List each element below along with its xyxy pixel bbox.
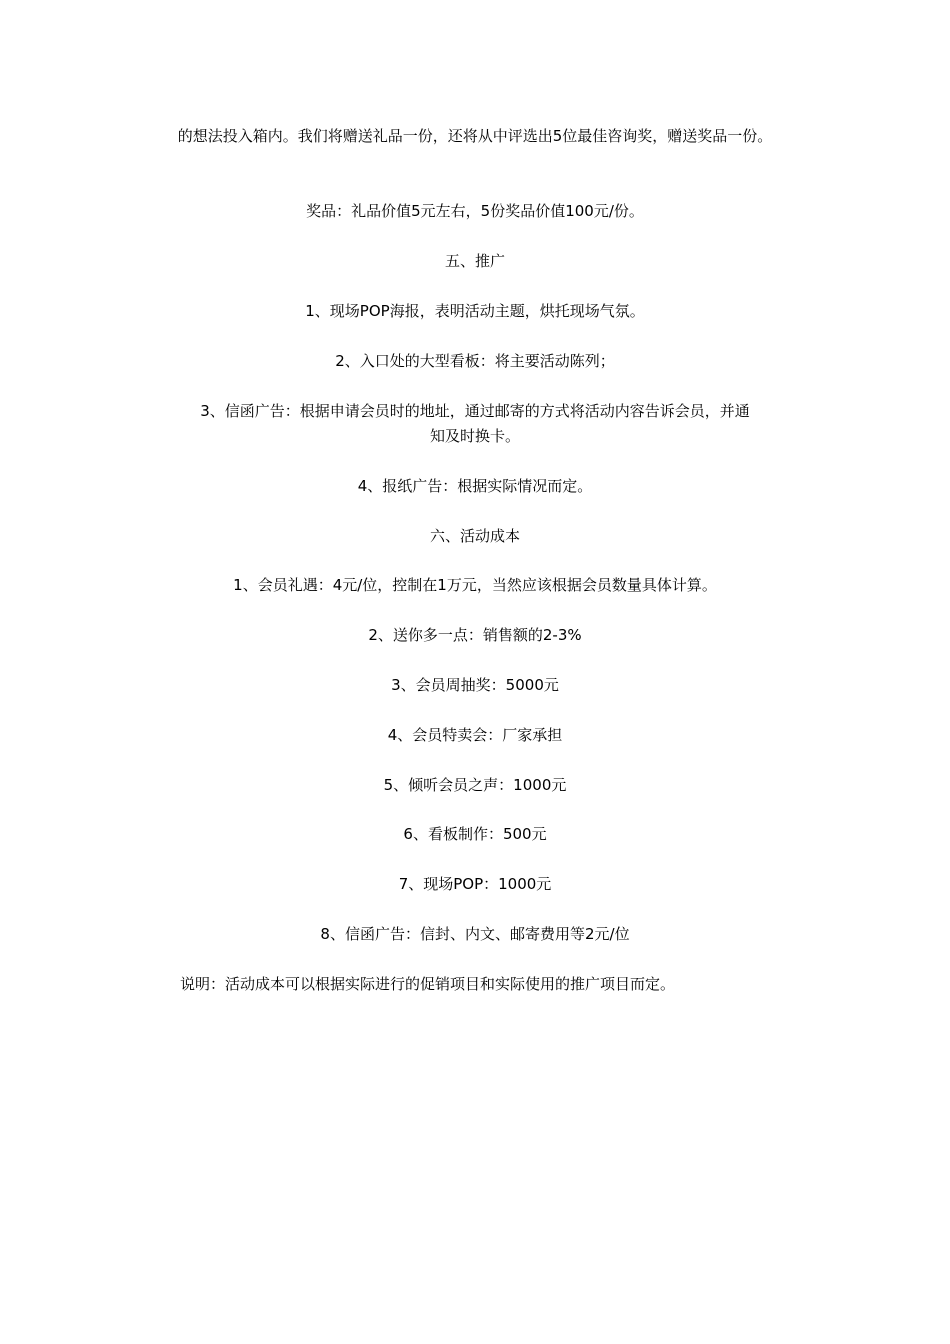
paragraph-prize-value: 奖品：礼品价值5元左右，5份奖品价值100元/份。 — [306, 202, 644, 220]
section-heading-cost: 六、活动成本 — [429, 527, 520, 545]
promotion-item-1: 1、现场POP海报，表明活动主题，烘托现场气氛。 — [305, 302, 645, 320]
cost-item-2: 2、送你多一点：销售额的2-3% — [368, 626, 582, 644]
cost-item-8: 8、信函广告：信封、内文、邮寄费用等2元/位 — [320, 925, 630, 943]
section-heading-promotion: 五、推广 — [444, 252, 505, 270]
promotion-item-3: 3、信函广告：根据申请会员时的地址，通过邮寄的方式将活动内容告诉会员，并通 — [200, 402, 750, 420]
cost-item-3: 3、会员周抽奖：5000元 — [391, 676, 559, 694]
paragraph-consultation-gift: 的想法投入箱内。我们将赠送礼品一份，还将从中评选出5位最佳咨询奖，赠送奖品一份。 — [177, 127, 773, 145]
cost-item-4: 4、会员特卖会：厂家承担 — [387, 726, 563, 744]
cost-item-6: 6、看板制作：500元 — [403, 825, 547, 843]
cost-note: 说明：活动成本可以根据实际进行的促销项目和实际使用的推广项目而定。 — [180, 975, 676, 993]
promotion-item-2: 2、入口处的大型看板：将主要活动陈列； — [335, 352, 615, 370]
cost-item-7: 7、现场POP：1000元 — [398, 875, 552, 893]
promotion-item-3-continued: 知及时换卡。 — [429, 427, 520, 445]
cost-item-5: 5、倾听会员之声：1000元 — [383, 776, 567, 794]
promotion-item-4: 4、报纸广告：根据实际情况而定。 — [357, 477, 593, 495]
cost-item-1: 1、会员礼遇：4元/位，控制在1万元，当然应该根据会员数量具体计算。 — [233, 576, 717, 594]
